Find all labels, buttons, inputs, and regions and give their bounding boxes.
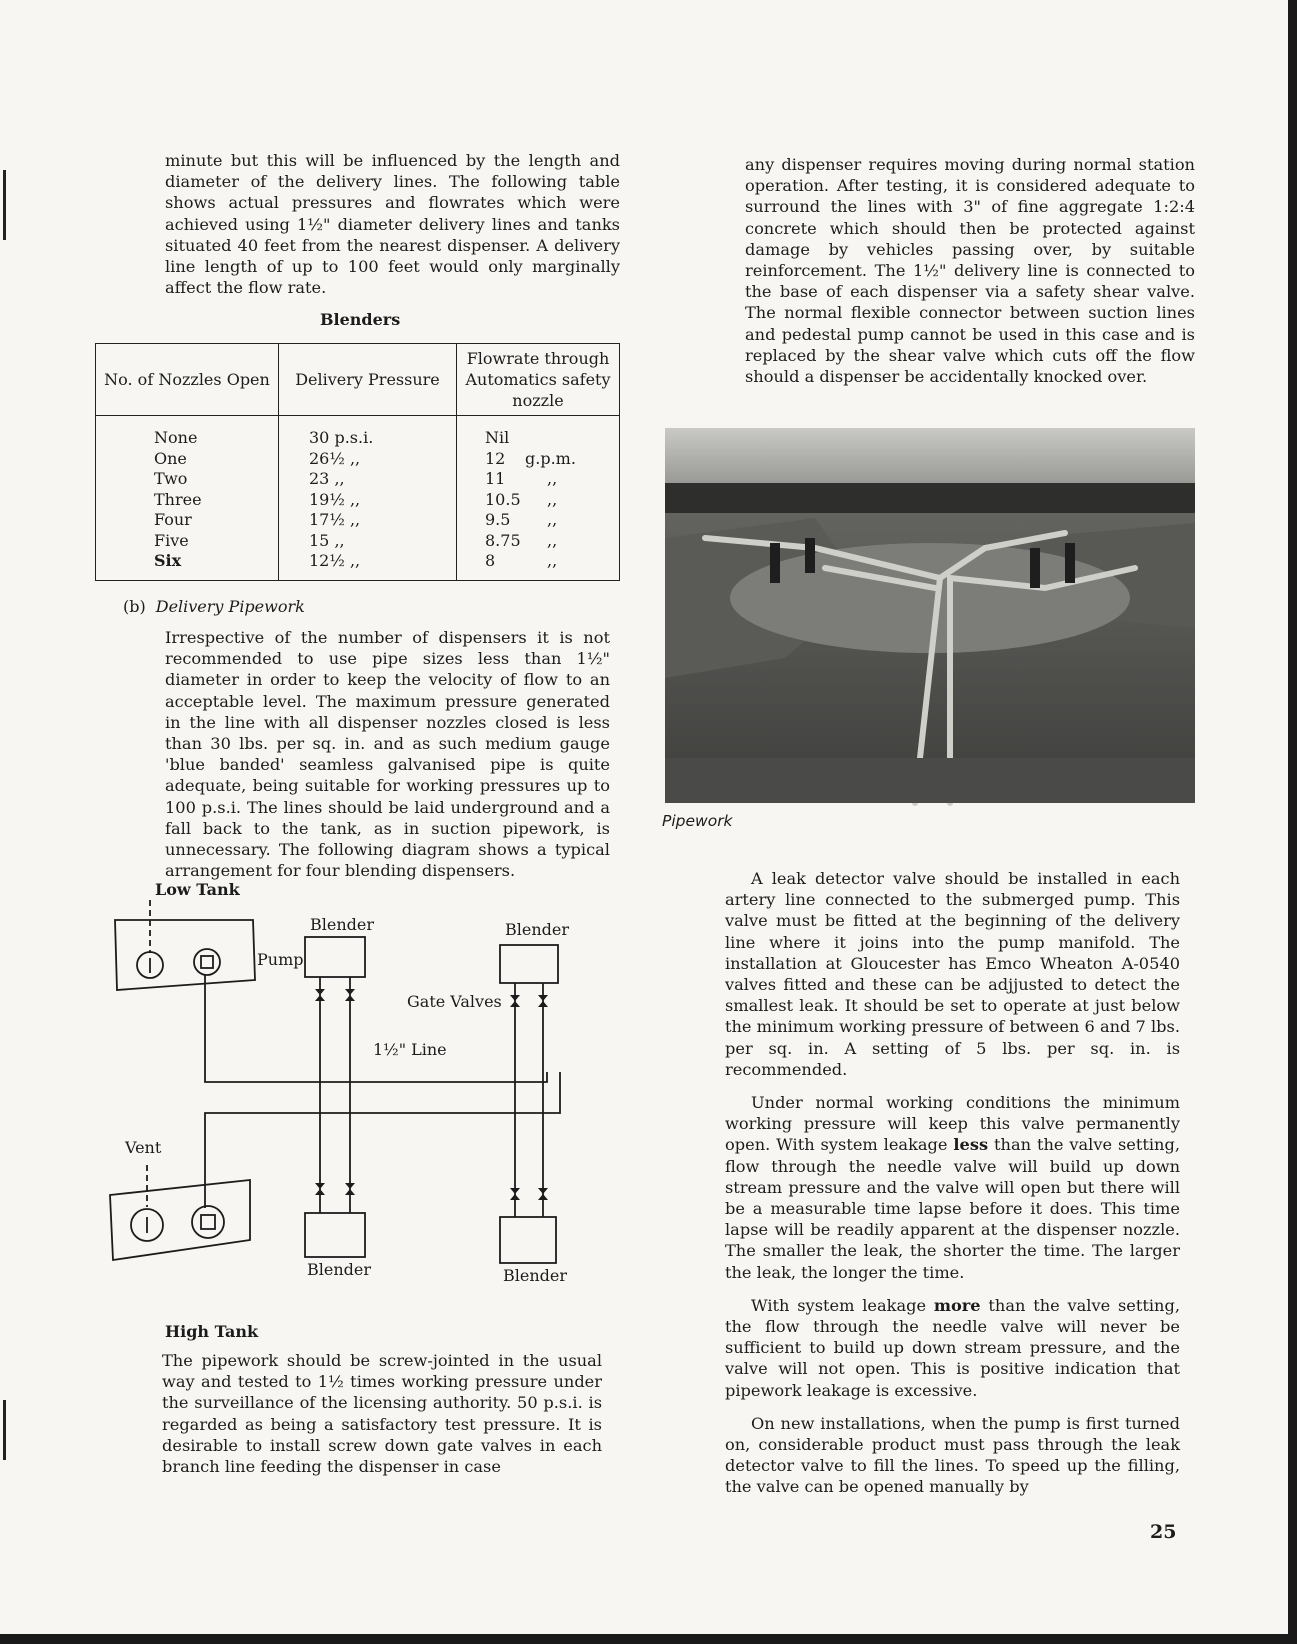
table-cell: Four	[154, 510, 192, 529]
section-b-paragraph: Irrespective of the number of dispensers it is not recommended to use pipe sizes less than 1½" diameter in order to keep the velocity of flow to an acceptable level. The maximum pressure generated in the line with all dispenser nozzles closed is less than 30 lbs. per sq. in. and as such medium gauge 'blue banded' seamless galvanised pipe is quite adequate, being suitable for working pressures up to 100 p.s.i. The lines should be laid underground and a fall back to the tank, as in suction pipework, is unnecessary. The following diagram shows a typical arrangement for four blending dispensers.	[165, 628, 610, 881]
blender-box	[500, 1217, 556, 1263]
pump-port-icon	[194, 949, 220, 975]
table-cell: ,,	[547, 510, 558, 529]
page-edge-right	[1288, 0, 1297, 1644]
table-cell: 12	[485, 448, 506, 468]
pressure-column	[279, 416, 457, 581]
header-pressure: Delivery Pressure	[279, 344, 457, 416]
text-run-bold: less	[953, 1135, 989, 1155]
vent-label: Vent	[125, 1138, 162, 1157]
table-title: Blenders	[320, 310, 401, 329]
blenders-table	[95, 343, 620, 581]
table-cell: 17½ ,,	[309, 510, 361, 529]
page-number: 25	[1150, 1521, 1177, 1543]
page-edge-bottom	[0, 1634, 1297, 1644]
blender-label: Blender	[310, 915, 375, 934]
table-cell: Nil	[485, 428, 510, 447]
left-bottom-paragraph: The pipework should be screw-jointed in the usual way and tested to 1½ times working pressure under the surveillance of the licensing authority. 50 p.s.i. is regarded as being a satisfactory test pressure. It is desirable to install screw down gate valves in each branch line feeding the dispenser in case	[162, 1351, 602, 1477]
blender-box	[305, 937, 365, 977]
table-cell: 26½ ,,	[309, 448, 361, 468]
right-paragraph-4: On new installations, when the pump is first turned on, considerable product must pass through the leak detector valve to fill the lines. To speed up the filling, the valve can be opened manually by	[725, 1413, 1180, 1497]
text-run: Under normal working conditions the minimum working pressure will keep this valve permanently open. With system leakage	[725, 1093, 1180, 1155]
right-top-paragraph: any dispenser requires moving during normal station operation. After testing, it is considered adequate to surround the lines with 3" of fine aggregate 1:2:4 concrete which should then be protected against damage by vehicles passing over, by suitable reinforcement. The 1½" delivery line is connected to the base of each dispenser via a safety shear valve. The normal flexible connector between suction lines and pedestal pump cannot be used in this case and is replaced by the shear valve which cuts off the flow should a dispenser be accidentally knocked over.	[745, 155, 1195, 387]
pipework-photo	[665, 428, 1195, 803]
low-tank-outline	[115, 920, 255, 990]
text-run: With system leakage	[751, 1295, 934, 1315]
blender-label: Blender	[503, 1266, 568, 1285]
table-cell: Six	[154, 551, 182, 570]
blender-label: Blender	[505, 920, 570, 939]
table-cell: ,,	[547, 469, 558, 488]
table-cell: 23 ,,	[309, 469, 345, 488]
header-nozzles: No. of Nozzles Open	[96, 344, 279, 416]
header-flowrate: Flowrate through Automatics safety nozzle	[457, 344, 620, 416]
right-paragraph-1: A leak detector valve should be installed in each artery line connected to the submerged pump. This valve must be fitted at the beginning of the delivery line where it joins into the pump manifold. The installation at Gloucester has Emco Wheaton A-0540 valves fitted and these can be adjjusted to detect the smallest leak. It should be set to operate at just below the minimum working pressure of between 6 and 7 lbs. per sq. in. A setting of 5 lbs. per sq. in. is recommended.	[725, 869, 1180, 1079]
high-tank-label: High Tank	[165, 1322, 259, 1341]
section-b-heading	[123, 597, 305, 616]
binder-mark	[3, 1400, 6, 1460]
table-cell: ,,	[547, 530, 558, 550]
text-run: than the valve setting, the flow through the needle valve will never be sufficient to build up down stream pressure, and the valve will not open. This is positive indication that pipework leakage is excessive.	[725, 1295, 1180, 1400]
table-cell: Five	[154, 530, 189, 550]
table-cell: ,,	[547, 489, 558, 509]
left-intro	[165, 150, 620, 298]
gate-valves-label: Gate Valves	[407, 992, 502, 1011]
section-b-body	[165, 627, 610, 881]
blender-label: Blender	[307, 1260, 372, 1279]
table-cell: One	[154, 448, 187, 468]
table-cell: Two	[154, 469, 188, 488]
right-bottom	[725, 868, 1180, 1498]
photo-caption: Pipework	[662, 812, 733, 830]
table-cell: g.p.m.	[525, 448, 576, 468]
table-cell: 15 ,,	[309, 530, 345, 550]
table-cell: 30 p.s.i.	[309, 428, 374, 447]
line-label: 1½" Line	[373, 1040, 447, 1059]
section-title: Delivery Pipework	[155, 597, 305, 616]
table-cell: 9.5	[485, 510, 511, 529]
binder-mark	[3, 170, 6, 240]
table-cell: 8	[485, 551, 496, 570]
section-label: (b)	[123, 597, 146, 616]
text-run: than the valve setting, flow through the needle valve will build up down stream pressure and the valve will open but there will be a measurable time lapse before it does. This time lapse will be readily apparent at the dispenser nozzle. The smaller the leak, the shorter the time. The larger the leak, the longer the time.	[725, 1135, 1180, 1282]
flowrate-column	[457, 416, 620, 581]
right-top	[745, 154, 1195, 387]
table-cell: 12½ ,,	[309, 551, 361, 570]
table-cell: None	[154, 428, 198, 447]
table-cell: Three	[154, 489, 202, 509]
nozzles-column	[96, 416, 279, 581]
table-cell: 10.5	[485, 489, 521, 509]
pump-label: Pump	[257, 950, 304, 969]
text-run-bold: more	[933, 1295, 981, 1315]
blender-box	[500, 945, 558, 983]
table-cell: ,,	[547, 551, 558, 570]
right-paragraph-2	[725, 1092, 1180, 1283]
right-paragraph-3	[725, 1295, 1180, 1401]
pipework-diagram	[105, 880, 605, 1355]
intro-paragraph: minute but this will be influenced by the length and diameter of the delivery lines. The following table shows actual pressures and flowrates which were achieved using 1½" diameter delivery lines and tanks situated 40 feet from the nearest dispenser. A delivery line length of up to 100 feet would only marginally affect the flow rate.	[165, 151, 620, 298]
vent-port-icon	[192, 1206, 224, 1238]
table-cell: 8.75	[485, 530, 521, 550]
low-tank-label: Low Tank	[155, 880, 240, 899]
table-cell: 11	[485, 469, 506, 488]
blender-box	[305, 1213, 365, 1257]
table-cell: 19½ ,,	[309, 489, 361, 509]
left-bottom	[162, 1350, 602, 1477]
